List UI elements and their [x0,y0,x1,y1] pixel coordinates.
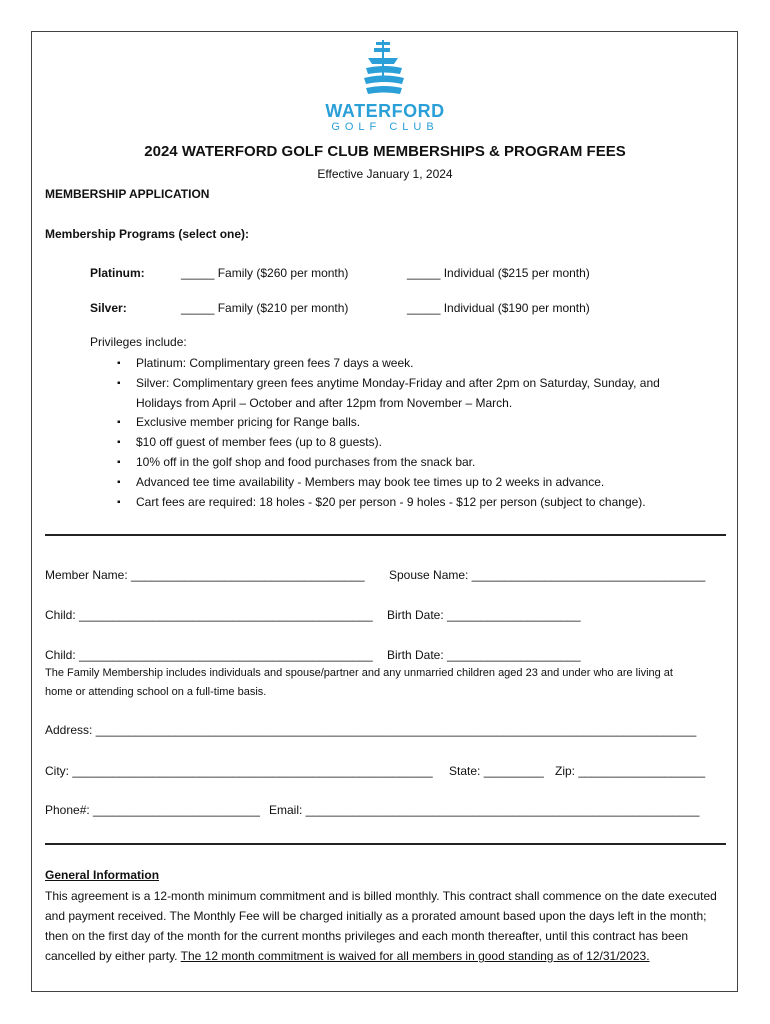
email-field[interactable]: Email: ___________________________________________________________ [269,803,700,817]
privilege-item: ▪ Platinum: Complimentary green fees 7 days a week. [117,354,696,374]
zip-field[interactable]: Zip: ___________________ [555,764,706,778]
privilege-item: ▪ Advanced tee time availability - Members may book tee times up to 2 weeks in advance. [117,473,696,493]
phone-field[interactable]: Phone#: _________________________ [45,803,260,817]
section-heading: MEMBERSHIP APPLICATION [45,187,210,201]
privileges-list [117,354,696,512]
child-1-field[interactable]: Child: ____________________________________________ [45,608,373,622]
programs-heading: Membership Programs (select one): [45,227,250,241]
logo-subtitle: GOLF CLUB [331,121,439,133]
divider [45,534,726,536]
commitment-waiver-note: The 12 month commitment is waived for all members in good standing as of 12/31/2023. [180,949,650,963]
logo-wordmark: WATERFORD [325,101,445,121]
privilege-item: ▪ $10 off guest of member fees (up to 8 guests). [117,433,696,453]
privileges-label: Privileges include: [90,335,187,349]
silver-family-option[interactable]: _____ Family ($210 per month) [181,301,349,315]
general-info-heading: General Information [45,868,160,882]
effective-date: Effective January 1, 2024 [317,167,453,181]
general-info-body [45,886,725,966]
state-field[interactable]: State: _________ [449,764,544,778]
privilege-item: ▪ 10% off in the golf shop and food purchases from the snack bar. [117,453,696,473]
city-field[interactable]: City: ______________________________________________________ [45,764,433,778]
family-note-line-2: home or attending school on a full-time basis. [45,686,267,698]
family-note-line-1: The Family Membership includes individuals and spouse/partner and any unmarried children aged 23 and under who are living at [45,667,673,679]
page-title: 2024 WATERFORD GOLF CLUB MEMBERSHIPS & PROGRAM FEES [144,143,626,160]
birth-date-1-field[interactable]: Birth Date: ____________________ [387,608,581,622]
platinum-individual-option[interactable]: _____ Individual ($215 per month) [407,266,590,280]
address-field[interactable]: Address: __________________________________________________________________________________________ [45,723,697,737]
privilege-item: ▪ Cart fees are required: 18 holes - $20 per person - 9 holes - $12 per person (subject to change). [117,493,696,513]
spouse-name-field[interactable]: Spouse Name: ___________________________________ [389,568,706,582]
member-name-field[interactable]: Member Name: ___________________________________ [45,568,365,582]
tier-silver: Silver: [90,301,127,315]
general-info-text: This agreement is a 12-month minimum commitment and is billed monthly. This contract shall commence on the date executed and payment received. The Monthly Fee will be charged initially as a prorated amount based upon the days left in the month; then on the first day of the month for the current months privileges and each month thereafter, until this contract has been cancelled by either party. [45,889,717,963]
divider [45,843,726,845]
privilege-item: ▪ Exclusive member pricing for Range balls. [117,413,696,433]
birth-date-2-field[interactable]: Birth Date: ____________________ [387,648,581,662]
platinum-family-option[interactable]: _____ Family ($260 per month) [181,266,349,280]
tier-platinum: Platinum: [90,266,145,280]
child-2-field[interactable]: Child: ____________________________________________ [45,648,373,662]
privilege-item: ▪ Silver: Complimentary green fees anytime Monday-Friday and after 2pm on Saturday, Sunday, and Holidays from April – October and after 12pm from November – March. [117,374,696,414]
silver-individual-option[interactable]: _____ Individual ($190 per month) [407,301,590,315]
